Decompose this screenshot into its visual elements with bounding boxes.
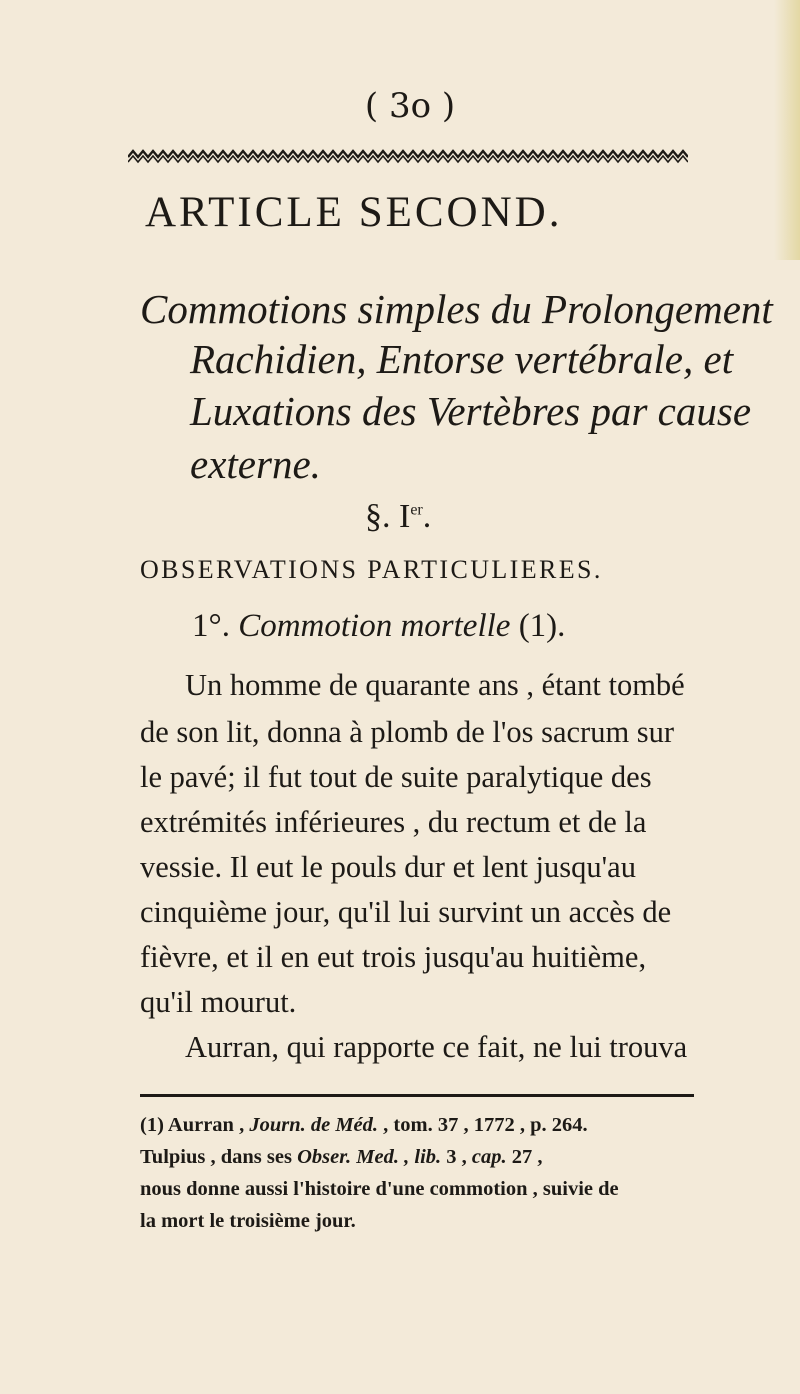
body-text-line: qu'il mourut.	[140, 985, 297, 1019]
article-title-line: Rachidien, Entorse vertébrale, et	[190, 336, 734, 382]
footnote-separator	[140, 1094, 694, 1097]
body-text-line: Aurran, qui rapporte ce fait, ne lui trouva	[185, 1030, 688, 1064]
footnote-line: nous donne aussi l'histoire d'une commotion , suivie de	[140, 1178, 619, 1200]
observations-heading: OBSERVATIONS PARTICULIERES.	[140, 555, 603, 584]
body-text-line: fièvre, et il en eut trois jusqu'au huitième,	[140, 940, 647, 974]
body-text-line: vessie. Il eut le pouls dur et lent jusqu'au	[140, 850, 636, 884]
article-title-line: Luxations des Vertèbres par cause	[190, 388, 752, 434]
footnote-line: Tulpius , dans ses Obser. Med. , lib. 3 , cap. 27 ,	[140, 1146, 543, 1168]
body-text-line: Un homme de quarante ans , étant tombé	[185, 668, 685, 702]
page-number: ( 3o )	[364, 86, 456, 126]
section-mark: §. Ier.	[365, 498, 432, 535]
article-title-line: Commotions simples du Prolongement	[140, 286, 773, 332]
decorative-rule	[128, 148, 688, 170]
footnote-line: la mort le troisième jour.	[140, 1210, 356, 1232]
body-text-line: cinquième jour, qu'il lui survint un accès de	[140, 895, 672, 929]
article-heading: ARTICLE SECOND.	[145, 189, 563, 236]
scan-edge-stain	[774, 0, 800, 260]
footnote-line: (1) Aurran , Journ. de Méd. , tom. 37 , 1772 , p. 264.	[140, 1114, 588, 1136]
article-title-line: externe.	[190, 441, 321, 487]
body-text-line: extrémités inférieures , du rectum et de la	[140, 805, 647, 839]
body-text-line: le pavé; il fut tout de suite paralytique des	[140, 760, 652, 794]
case-title: 1°. Commotion mortelle (1).	[192, 608, 566, 644]
body-text-line: de son lit, donna à plomb de l'os sacrum sur	[140, 715, 675, 749]
